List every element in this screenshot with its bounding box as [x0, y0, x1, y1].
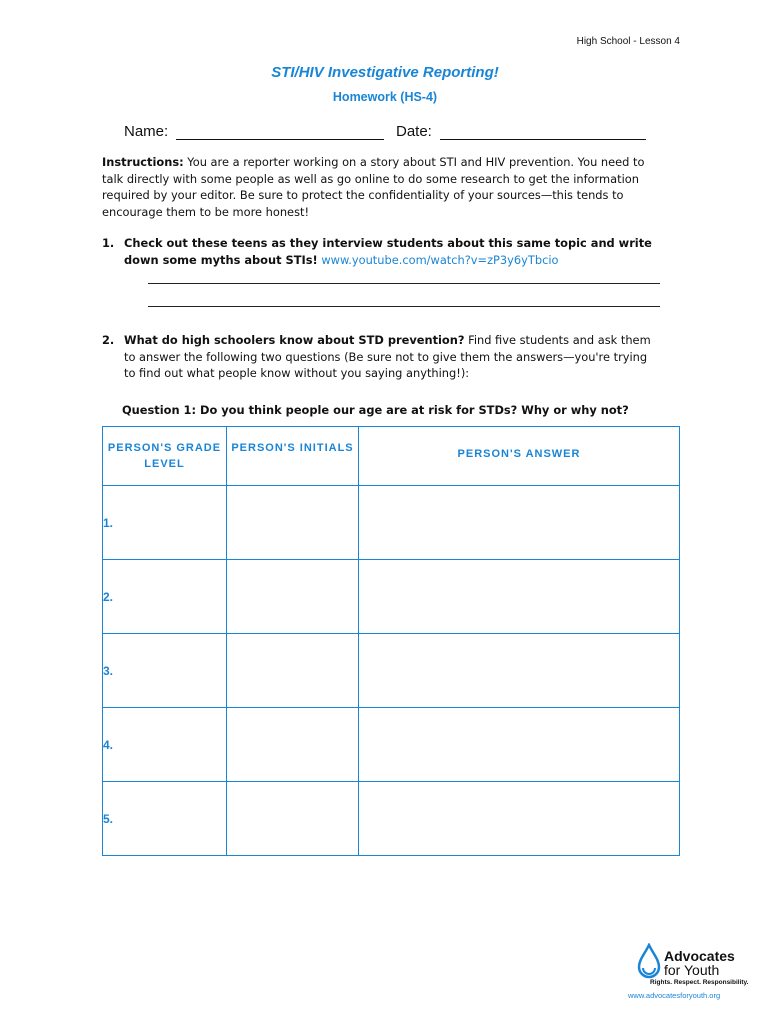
table-row [103, 708, 680, 782]
date-field-row [396, 123, 646, 140]
row-number: 3. [103, 634, 227, 708]
table-row [103, 560, 680, 634]
logo-wordmark [664, 949, 735, 977]
advocates-for-youth-logo [632, 941, 749, 991]
answer-header: PERSON'S ANSWER [359, 427, 680, 486]
date-field[interactable] [440, 125, 646, 140]
instructions [102, 154, 662, 220]
video-link[interactable]: www.youtube.com/watch?v=zP3y6yTbcio [321, 252, 559, 267]
initials-header: PERSON'S INITIALS [227, 427, 359, 486]
name-field-row [124, 123, 384, 140]
answer-cell[interactable] [359, 634, 680, 708]
initials-cell[interactable] [227, 486, 359, 560]
answer-cell[interactable] [359, 782, 680, 856]
question-2 [102, 332, 662, 382]
logo-line-1: Advocates [664, 948, 735, 964]
page-title: STI/HIV Investigative Reporting! [271, 64, 499, 81]
row-number: 1. [103, 486, 227, 560]
question-2-number: 2. [102, 333, 115, 347]
table-header-row [103, 427, 680, 486]
footer-url[interactable]: www.advocatesforyouth.org [628, 991, 721, 1000]
question-1-number: 1. [102, 236, 115, 250]
initials-cell[interactable] [227, 708, 359, 782]
response-table [102, 426, 680, 856]
table-row [103, 782, 680, 856]
grade-level-header: PERSON'S GRADE LEVEL [103, 427, 227, 486]
initials-cell[interactable] [227, 782, 359, 856]
name-field[interactable] [176, 125, 384, 140]
name-label: Name: [124, 123, 169, 140]
question-2-text: Find five students and ask them to answer the following two questions (Be sure not to give them the answers—you're trying to find out what people know without you saying anything!): [124, 333, 651, 380]
logo-line-2: for Youth [664, 962, 720, 978]
initials-cell[interactable] [227, 560, 359, 634]
water-drop-icon [634, 943, 664, 979]
initials-cell[interactable] [227, 634, 359, 708]
lesson-label: High School - Lesson 4 [576, 36, 680, 47]
row-number: 5. [103, 782, 227, 856]
answer-line-2[interactable] [148, 306, 660, 307]
answer-cell[interactable] [359, 560, 680, 634]
answer-cell[interactable] [359, 708, 680, 782]
question-1 [102, 235, 662, 268]
question-2-prompt: What do high schoolers know about STD prevention? [124, 333, 465, 347]
date-label: Date: [396, 123, 432, 140]
survey-question-label: Question 1: Do you think people our age are at risk for STDs? Why or why not? [122, 403, 629, 417]
question-1-prompt: Check out these teens as they interview students about this same topic and write down some myths about STIs! [124, 236, 652, 267]
answer-cell[interactable] [359, 486, 680, 560]
instructions-label: Instructions: [102, 155, 184, 169]
logo-tagline: Rights. Respect. Responsibility. [650, 979, 749, 986]
instructions-text: You are a reporter working on a story about STI and HIV prevention. You need to talk directly with some people as well as go online to do some research to get the information required by your editor. Be sure to protect the confidentiality of your sources—this tends to encourage them to be more honest! [102, 155, 645, 219]
row-number: 2. [103, 560, 227, 634]
answer-line-1[interactable] [148, 283, 660, 284]
table-row [103, 486, 680, 560]
row-number: 4. [103, 708, 227, 782]
page-subtitle: Homework (HS-4) [332, 90, 438, 104]
table-row [103, 634, 680, 708]
